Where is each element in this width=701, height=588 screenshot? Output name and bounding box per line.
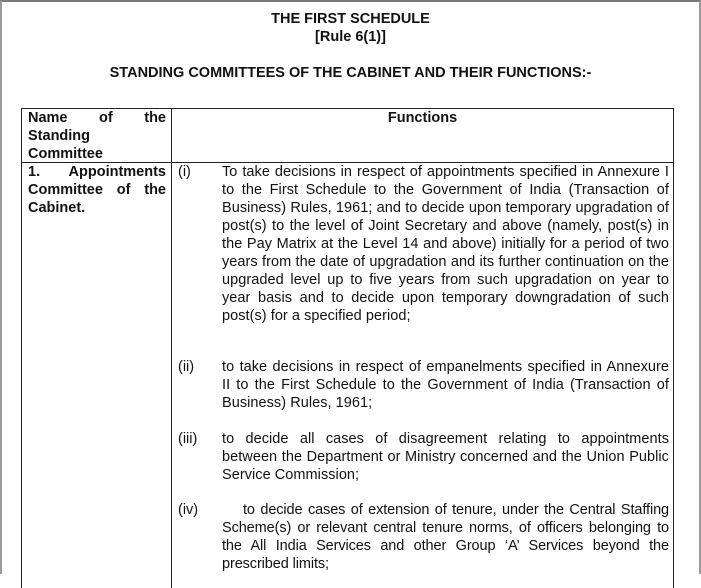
committee-word: Committee bbox=[28, 182, 103, 198]
column-divider bbox=[171, 109, 172, 588]
schedule-title: THE FIRST SCHEDULE bbox=[271, 11, 430, 27]
header-functions: Functions bbox=[387, 110, 458, 126]
committees-table bbox=[21, 108, 674, 588]
committee-word: Cabinet. bbox=[28, 200, 86, 216]
function-text: To take decisions in respect of appointments specified in Annexure I to the First Schedule to the Government of India (Transaction of Business) Rules, 1961; and to decide upon temporary upgradation of post(s) to the level of Joint Secretary and above (namely, post(s) in the Pay Matrix at the Level 14 and above) initially for a period of two years from the date of upgradation and its further continuation on the upgraded level up to five years from such upgradation on year to year basis and to decide upon temporary downgradation of such post(s) for a specified period; bbox=[222, 164, 669, 324]
header-word: Name bbox=[28, 110, 68, 126]
committee-word: Appointments bbox=[68, 164, 166, 180]
function-number: (i) bbox=[178, 164, 191, 180]
header-word: the bbox=[144, 110, 166, 126]
header-word: Standing bbox=[28, 128, 91, 144]
committee-word: of bbox=[116, 182, 131, 198]
header-committee-name bbox=[28, 109, 166, 163]
committee-word: the bbox=[144, 182, 166, 198]
function-text: to take decisions in respect of empanelments specified in Annexure II to the First Schedule to the Government of India (Transaction of Business) Rules, 1961; bbox=[222, 359, 669, 411]
function-number: (ii) bbox=[178, 359, 195, 375]
function-text: to decide cases of extension of tenure, under the Central Staffing Scheme(s) or relevant central tenure norms, of officers belonging to the All India Services and other Group ‘A’ Services beyond the prescribed limits; bbox=[222, 502, 669, 572]
function-number: (iii) bbox=[178, 431, 198, 447]
rule-reference: [Rule 6(1)] bbox=[315, 29, 386, 45]
committee-name-cell bbox=[28, 163, 166, 217]
committee-number: 1. bbox=[28, 164, 41, 180]
header-word: of bbox=[99, 110, 113, 126]
function-text: to decide all cases of disagreement relating to appointments between the Department or Ministry concerned and the Union Public Service Commission; bbox=[222, 431, 669, 483]
section-heading: STANDING COMMITTEES OF THE CABINET AND THEIR FUNCTIONS:- bbox=[109, 65, 592, 81]
header-word: Committee bbox=[28, 146, 103, 162]
function-number: (iv) bbox=[178, 502, 199, 518]
